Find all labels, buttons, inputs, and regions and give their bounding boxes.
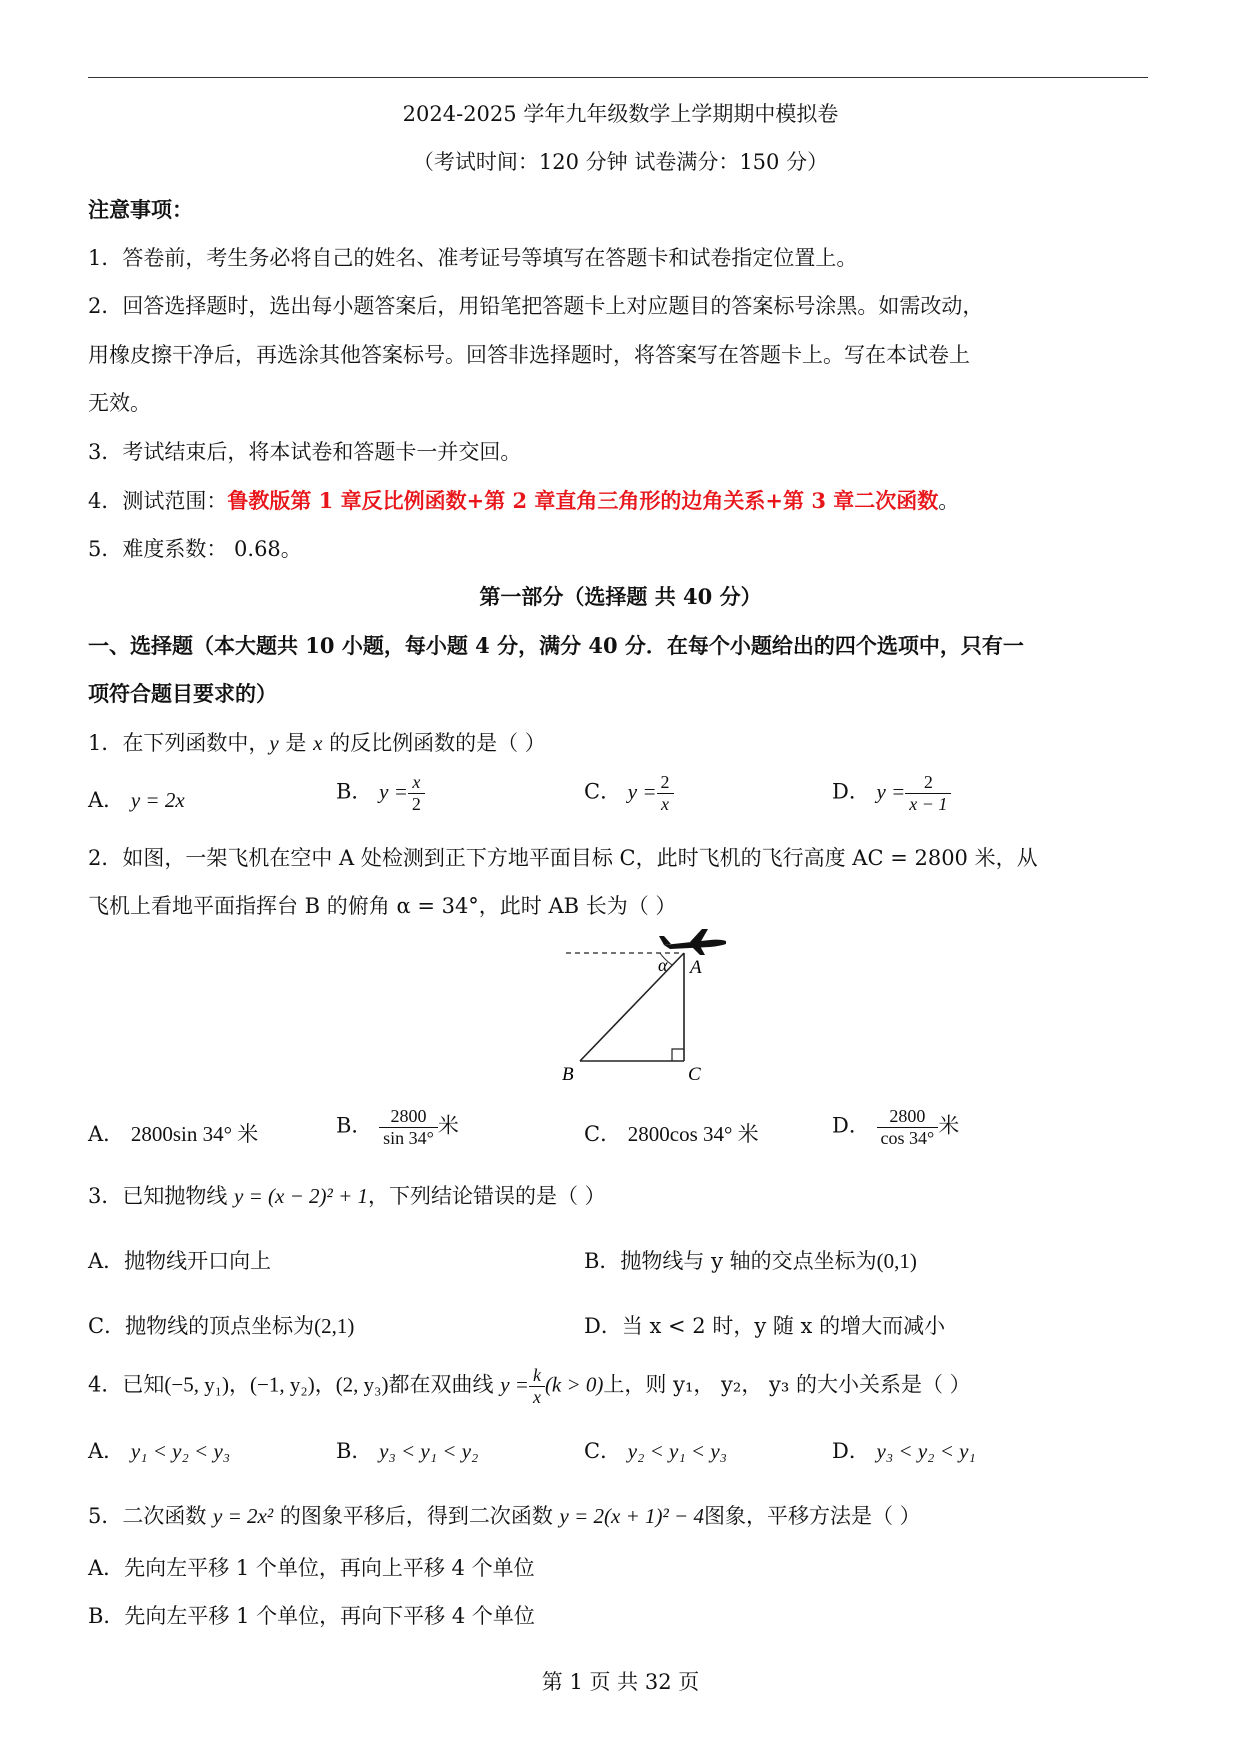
q1-var-y: y: [269, 731, 279, 755]
q1-option-b-label: B．: [336, 779, 373, 804]
q5-option-a: A．先向左平移 1 个单位，再向上平移 4 个单位: [88, 1556, 535, 1580]
q5-stem-expr-2: y = 2(x + 1)² − 4: [559, 1504, 704, 1528]
q2-option-b-label: B．: [336, 1113, 373, 1138]
q2-option-b-den: sin 34°: [383, 1127, 434, 1148]
q4-stem-c: 上，则 y₁， y₂， y₃ 的大小关系是（ ）: [603, 1372, 971, 1397]
q4-option-a-expr: y₁ < y₂ < y₃: [130, 1439, 231, 1463]
q1-option-d-num: 2: [905, 772, 951, 794]
note-item-3: 3．考试结束后，将本试卷和答题卡一并交回。: [88, 440, 522, 464]
angle-alpha-label: α: [658, 955, 668, 975]
q4-stem-condition: (k > 0): [544, 1372, 604, 1397]
q5-stem-c: 图象，平移方法是（ ）: [703, 1504, 921, 1528]
point-b-label: B: [562, 1064, 574, 1085]
q2-option-d-unit: 米: [938, 1113, 960, 1138]
q3-option-c-expr: (2,1): [314, 1314, 355, 1338]
q2-option-b: [336, 1106, 459, 1148]
q1-option-d-den: x − 1: [909, 793, 948, 814]
q2-option-d-label: D．: [832, 1113, 870, 1138]
q4-option-c: [584, 1435, 727, 1465]
exam-subtitle: （考试时间：120 分钟 试卷满分：150 分）: [412, 150, 829, 174]
note-item-4-suffix: 。: [938, 489, 960, 513]
airplane-icon: [659, 929, 726, 955]
q1-option-c-fraction: [657, 772, 674, 814]
q4-option-c-label: C．: [584, 1439, 622, 1463]
q2-option-c: [584, 1118, 759, 1148]
q4-stem-b: 都在双曲线: [388, 1372, 501, 1397]
page-footer: 第 1 页 共 32 页: [541, 1670, 700, 1694]
note-item-2-line3: 无效。: [88, 391, 151, 415]
q1-stem: [88, 727, 546, 757]
q4-option-a: [88, 1435, 230, 1465]
note-item-1: 1．答卷前，考生务必将自己的姓名、准考证号等填写在答题卡和试卷指定位置上。: [88, 246, 858, 270]
q2-option-c-expr: 2800cos 34° 米: [627, 1122, 759, 1146]
q2-stem-line2: 飞机上看地平面指挥台 B 的俯角 α = 34°，此时 AB 长为（ ）: [88, 894, 677, 918]
q1-option-d-lhs: y =: [876, 779, 906, 804]
q3-option-b-expr: (0,1): [876, 1249, 917, 1273]
q5-stem: [88, 1500, 921, 1530]
q4-option-c-expr: y₂ < y₁ < y₃: [627, 1439, 727, 1463]
q1-stem-b: 是: [278, 731, 314, 755]
q2-option-b-fraction: [379, 1106, 438, 1148]
q1-stem-c: 的反比例函数的是（ ）: [322, 731, 546, 755]
q2-option-d-num: 2800: [877, 1106, 939, 1128]
q4-option-b-expr: y₃ < y₁ < y₂: [379, 1439, 479, 1463]
note-item-4-prefix: 4．测试范围：: [88, 489, 228, 513]
q1-option-d-label: D．: [832, 779, 870, 804]
q3-stem: [88, 1180, 606, 1210]
q4-stem-fraction: [529, 1365, 545, 1407]
q3-option-d: D．当 x < 2 时，y 随 x 的增大而减小: [584, 1314, 946, 1338]
right-angle-mark: [672, 1049, 684, 1061]
q4-option-b: [336, 1435, 478, 1465]
q4-option-a-label: A．: [88, 1439, 125, 1463]
q4-stem-a: 4．已知: [88, 1372, 165, 1397]
q4-point-3: (2, y₃): [335, 1372, 389, 1397]
q1-option-b-fraction: [408, 772, 425, 814]
q1-option-c-num: 2: [657, 772, 674, 794]
q1-option-c-den: x: [661, 793, 670, 814]
exam-title: 2024-2025 学年九年级数学上学期期中模拟卷: [402, 102, 839, 126]
q2-stem-line1: 2．如图，一架飞机在空中 A 处检测到正下方地平面目标 C，此时飞机的飞行高度 AC = 2800 米，从: [88, 846, 1038, 870]
q3-option-c-text: C．抛物线的顶点坐标为: [88, 1314, 315, 1338]
q1-option-b-lhs: y =: [379, 779, 408, 804]
section-heading-line2: 项符合题目要求的）: [88, 681, 277, 706]
q1-option-b: [336, 772, 425, 814]
q5-stem-expr-1: y = 2x²: [213, 1504, 274, 1528]
q4-stem-den: x: [532, 1386, 541, 1407]
q1-option-d-fraction: [905, 772, 951, 814]
q2-option-a-expr: 2800sin 34° 米: [130, 1122, 259, 1146]
q4-stem: 4．已知(−5, y₁)，(−1, y₂)，(2, y₃)都在双曲线 y = $\frac{k}{x}$ (k > 0)上，则 y₁， y₂， y₃ 的大小关系是（ ）: [88, 1365, 971, 1407]
q1-option-b-den: 2: [411, 793, 421, 814]
q2-option-c-label: C．: [584, 1122, 622, 1146]
q1-option-a-expr: y = 2x: [130, 788, 185, 812]
q5-stem-b: 的图象平移后，得到二次函数: [273, 1504, 560, 1528]
q1-option-c-label: C．: [584, 779, 622, 804]
note-item-2-line2: 用橡皮擦干净后，再选涂其他答案标号。回答非选择题时，将答案写在答题卡上。写在本试卷上: [88, 343, 970, 367]
q2-option-b-num: 2800: [379, 1106, 438, 1128]
q3-option-a: A．抛物线开口向上: [88, 1249, 272, 1273]
q1-option-a-label: A．: [88, 788, 125, 812]
q4-option-d: [832, 1435, 976, 1465]
q3-stem-expr: y = (x − 2)² + 1: [234, 1184, 368, 1208]
q1-var-x: x: [313, 731, 323, 755]
q2-option-d: [832, 1106, 959, 1148]
q4-point-1: (−5, y₁): [164, 1372, 230, 1397]
q1-option-a: [88, 784, 185, 814]
point-c-label: C: [688, 1064, 701, 1085]
q1-option-c: [584, 772, 674, 814]
segment-ab: [580, 953, 684, 1061]
note-item-2-line1: 2．回答选择题时，选出每小题答案后，用铅笔把答题卡上对应题目的答案标号涂黑。如需改动，: [88, 294, 984, 318]
q3-option-b: [584, 1245, 917, 1275]
q3-stem-a: 3．已知抛物线: [88, 1184, 235, 1208]
q4-option-d-label: D．: [832, 1439, 870, 1463]
note-item-4: [88, 485, 959, 515]
q2-option-d-fraction: [877, 1106, 939, 1148]
part1-heading: 第一部分（选择题 共 40 分）: [479, 584, 762, 609]
q4-stem-lhs: y =: [500, 1372, 529, 1397]
test-scope: 鲁教版第 1 章反比例函数+第 2 章直角三角形的边角关系+第 3 章二次函数: [227, 488, 939, 513]
q5-stem-a: 5．二次函数: [88, 1504, 214, 1528]
q1-option-c-lhs: y =: [627, 779, 657, 804]
q3-option-b-text: B．抛物线与 y 轴的交点坐标为: [584, 1249, 877, 1273]
note-item-5: 5．难度系数： 0.68。: [88, 537, 302, 561]
q2-option-a-label: A．: [88, 1122, 125, 1146]
q4-point-2: (−1, y₂): [250, 1372, 315, 1397]
top-rule: [88, 77, 1148, 78]
q2-option-d-den: cos 34°: [880, 1127, 935, 1148]
q5-option-b: B．先向左平移 1 个单位，再向下平移 4 个单位: [88, 1604, 535, 1628]
q1-stem-a: 1．在下列函数中，: [88, 731, 270, 755]
q4-stem-num: k: [529, 1365, 545, 1387]
section-heading-line1: 一、选择题（本大题共 10 小题，每小题 4 分，满分 40 分．在每个小题给出的四个选项中，只有一: [88, 633, 1024, 658]
q2-option-a: [88, 1118, 258, 1148]
q2-option-b-unit: 米: [437, 1113, 459, 1138]
q4-option-b-label: B．: [336, 1439, 373, 1463]
notes-heading: 注意事项：: [88, 197, 193, 222]
q1-option-b-num: x: [408, 772, 425, 794]
q1-option-d: [832, 772, 951, 814]
q4-option-d-expr: y₃ < y₂ < y₁: [876, 1439, 976, 1463]
q3-option-c: [88, 1310, 354, 1340]
q3-stem-b: ，下列结论错误的是（ ）: [367, 1184, 606, 1208]
point-a-label: A: [690, 957, 702, 978]
q2-figure: [560, 925, 750, 1090]
